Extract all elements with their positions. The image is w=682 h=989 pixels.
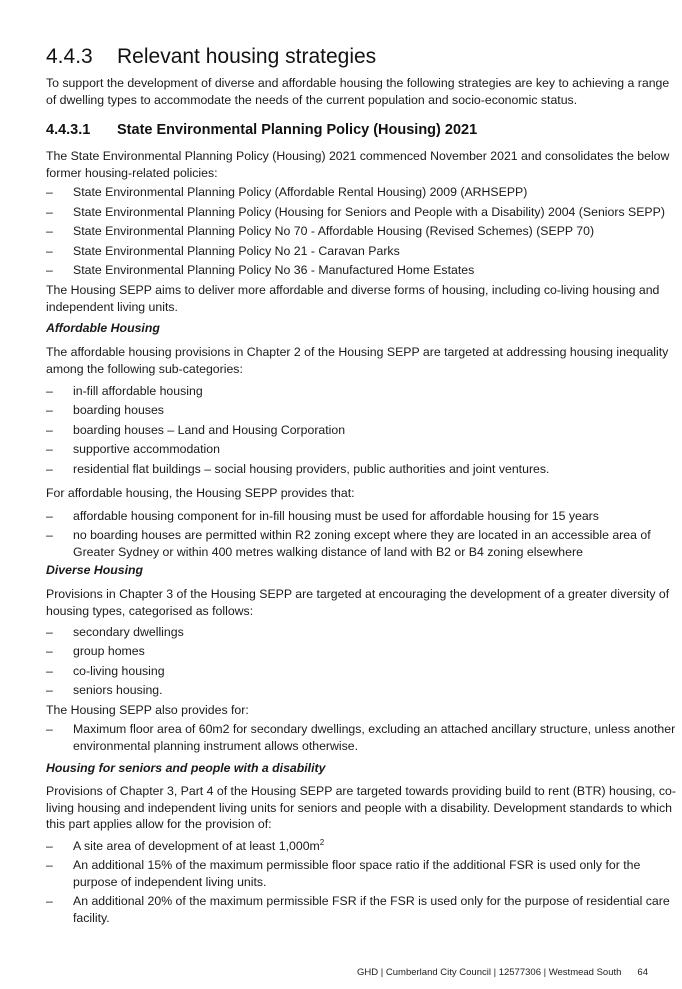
list-item-text: supportive accommodation <box>73 442 220 456</box>
subsection-number: 4.4.3.1 <box>46 122 91 138</box>
list-item <box>46 527 678 560</box>
list-item-text: boarding houses – Land and Housing Corporation <box>73 423 346 437</box>
list-dash: – <box>46 644 53 658</box>
list-item <box>46 204 678 221</box>
list-item <box>46 857 678 890</box>
list-dash: – <box>46 839 53 853</box>
list-item <box>46 461 678 478</box>
list-item <box>46 402 678 419</box>
list-item-text: affordable housing component for in-fill housing must be used for affordable housing for 15 years <box>73 509 599 523</box>
list-item-text: State Environmental Planning Policy No 36 - Manufactured Home Estates <box>73 263 475 277</box>
list-dash: – <box>46 185 53 199</box>
affordable-intro-paragraph: The affordable housing provisions in Chapter 2 of the Housing SEPP are targeted at addressing housing inequality among the following sub-categories: <box>46 345 669 376</box>
subsection-title: State Environmental Planning Policy (Housing) 2021 <box>117 122 478 138</box>
list-item <box>46 422 678 439</box>
list-item <box>46 682 678 699</box>
list-dash: – <box>46 384 53 398</box>
list-item <box>46 243 678 260</box>
list-item-text: State Environmental Planning Policy No 70 - Affordable Housing (Revised Schemes) (SEPP 70) <box>73 224 595 238</box>
diverse-also-paragraph: The Housing SEPP also provides for: <box>46 703 249 717</box>
list-dash: – <box>46 722 53 736</box>
list-item-text: State Environmental Planning Policy (Affordable Rental Housing) 2009 (ARHSEPP) <box>73 185 528 199</box>
list-dash: – <box>46 894 53 908</box>
list-item <box>46 223 678 240</box>
list-item-text: State Environmental Planning Policy (Housing for Seniors and People with a Disability) 2004 (Seniors SEPP) <box>73 205 665 219</box>
list-item <box>46 441 678 458</box>
list-item-text: An additional 15% of the maximum permissible floor space ratio if the additional FSR is used only for the purpose of independent living units. <box>73 858 641 889</box>
intro-paragraph: To support the development of diverse and affordable housing the following strategies are key to achieving a range of dwelling types to accommodate the needs of the current population and socio-economic status. <box>46 76 670 107</box>
list-dash: – <box>46 462 53 476</box>
page-number: 64 <box>637 967 648 978</box>
diverse-housing-heading: Diverse Housing <box>46 563 144 577</box>
list-dash: – <box>46 858 53 872</box>
footer-text: GHD | Cumberland City Council | 12577306 | Westmead South <box>357 967 622 978</box>
list-dash: – <box>46 442 53 456</box>
list-item <box>46 893 678 926</box>
list-item-text: boarding houses <box>73 403 164 417</box>
list-dash: – <box>46 423 53 437</box>
list-item-text: in-fill affordable housing <box>73 384 203 398</box>
list-item <box>46 184 678 201</box>
list-dash: – <box>46 244 53 258</box>
list-item-text: residential flat buildings – social housing providers, public authorities and joint ventures. <box>73 462 550 476</box>
site-area-superscript: 2 <box>319 837 325 847</box>
affordable-provides-paragraph: For affordable housing, the Housing SEPP provides that: <box>46 486 355 500</box>
list-item <box>46 508 678 525</box>
list-item-text: An additional 20% of the maximum permissible FSR if the FSR is used only for the purpose of residential care facility. <box>73 894 670 925</box>
list-item-text: seniors housing. <box>73 683 163 697</box>
list-item-text: secondary dwellings <box>73 625 184 639</box>
list-item <box>46 643 678 660</box>
list-dash: – <box>46 683 53 697</box>
list-item <box>46 721 678 754</box>
list-item <box>46 838 678 855</box>
list-dash: – <box>46 403 53 417</box>
seniors-intro-paragraph: Provisions of Chapter 3, Part 4 of the Housing SEPP are targeted towards providing build to rent (BTR) housing, co-living housing and independent living units for seniors and people with a disability. Development standards to which this part applies allow for the provision of: <box>46 784 676 831</box>
list-item <box>46 262 678 279</box>
list-item-text: group homes <box>73 644 145 658</box>
list-item-text <box>73 838 678 855</box>
section-title: Relevant housing strategies <box>117 45 377 68</box>
section-heading <box>46 45 376 69</box>
diverse-intro-paragraph: Provisions in Chapter 3 of the Housing SEPP are targeted at encouraging the development of a greater diversity of housing types, categorised as follows: <box>46 587 670 618</box>
site-area-text: A site area of development of at least 1,000m <box>73 839 320 853</box>
list-dash: – <box>46 224 53 238</box>
list-dash: – <box>46 664 53 678</box>
section-number: 4.4.3 <box>46 45 93 68</box>
list-item-text: State Environmental Planning Policy No 21 - Caravan Parks <box>73 244 400 258</box>
list-item <box>46 624 678 641</box>
list-item <box>46 663 678 680</box>
list-item-text: no boarding houses are permitted within R2 zoning except where they are located in an accessible area of Greater Sydney or within 400 metres walking distance of land with B2 or B4 zoning elsewhere <box>73 528 651 559</box>
list-item-text: co-living housing <box>73 664 165 678</box>
list-dash: – <box>46 625 53 639</box>
list-dash: – <box>46 509 53 523</box>
list-item <box>46 383 678 400</box>
list-item-text: Maximum floor area of 60m2 for secondary dwellings, excluding an attached ancillary structure, unless another environmental planning instrument allows otherwise. <box>73 722 676 753</box>
list-dash: – <box>46 528 53 542</box>
sepp-intro-paragraph: The State Environmental Planning Policy (Housing) 2021 commenced November 2021 and consolidates the below former housing-related policies: <box>46 149 670 180</box>
sepp-aims-paragraph: The Housing SEPP aims to deliver more affordable and diverse forms of housing, including co-living housing and independent living units. <box>46 283 660 314</box>
list-dash: – <box>46 205 53 219</box>
subsection-heading <box>46 122 477 138</box>
seniors-housing-heading: Housing for seniors and people with a disability <box>46 761 326 775</box>
page-footer <box>357 967 648 978</box>
affordable-housing-heading: Affordable Housing <box>46 321 160 335</box>
list-dash: – <box>46 263 53 277</box>
